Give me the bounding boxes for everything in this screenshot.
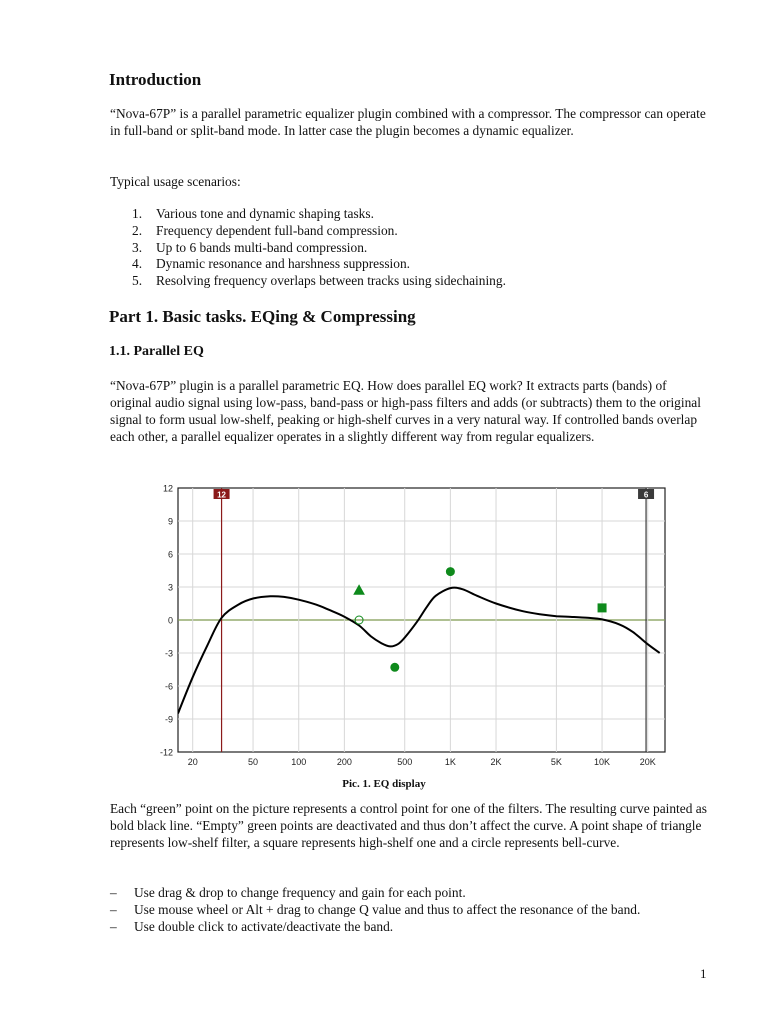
y-tick-label: 12 [162, 483, 173, 494]
y-tick-label: 3 [167, 582, 173, 593]
page-number: 1 [700, 966, 707, 981]
band-marker-label: 6 [643, 490, 649, 500]
x-tick-label: 200 [336, 757, 352, 767]
band-marker-label: 12 [217, 490, 227, 500]
x-tick-label: 5K [550, 757, 562, 767]
intro-paragraph: “Nova-67P” is a parallel parametric equalizer plugin combined with a compressor. The compressor can operate in full-band or split-band mode. In latter case the plugin becomes a dynamic equalizer. [110, 106, 706, 138]
x-tick-label: 1K [444, 757, 456, 767]
x-tick-label: 100 [291, 757, 307, 767]
y-tick-label: 9 [167, 516, 173, 527]
heading-part1: Part 1. Basic tasks. EQing & Compressing [109, 307, 416, 326]
list-item: 1. Various tone and dynamic shaping tasks. [132, 206, 374, 221]
scenarios-label: Typical usage scenarios: [110, 174, 241, 189]
parallel-eq-paragraph: “Nova-67P” plugin is a parallel parametric EQ. How does parallel EQ work? It extracts parts (bands) of original audio signal using low-pass, band-pass or high-pass filters and adds (or subtracts) them to the original signal to form usual low-shelf, peaking or high-shelf curves in a very natural way. If controlled bands overlap each other, a parallel equalizer operates in a slightly different way from regular equalizers. [110, 378, 701, 444]
x-tick-label: 500 [397, 757, 413, 767]
x-tick-label: 20K [639, 757, 656, 767]
figure-caption: Pic. 1. EQ display [342, 778, 426, 790]
tips-list [110, 884, 710, 935]
list-item: – Use mouse wheel or Alt + drag to change Q value and thus to affect the resonance of the band. [110, 902, 641, 917]
y-tick-label: -6 [164, 681, 173, 692]
list-item: 5. Resolving frequency overlaps between tracks using sidechaining. [132, 273, 506, 289]
bell-circle-point [391, 663, 399, 671]
list-item: – Use drag & drop to change frequency and gain for each point. [110, 885, 466, 900]
y-tick-label: -3 [164, 648, 173, 659]
x-tick-label: 2K [490, 757, 502, 767]
heading-introduction: Introduction [109, 70, 202, 89]
y-tick-label: 6 [167, 549, 173, 560]
x-tick-label: 50 [248, 757, 259, 767]
y-tick-label: -9 [164, 714, 173, 725]
bell-circle-point [446, 568, 454, 576]
list-item: 2. Frequency dependent full-band compression. [132, 222, 398, 238]
list-item: 3. Up to 6 bands multi-band compression. [132, 239, 368, 255]
heading-section-1-1: 1.1. Parallel EQ [109, 344, 204, 359]
high-shelf-square-point [598, 604, 606, 612]
explanation-paragraph: Each “green” point on the picture represents a control point for one of the filters. The resulting curve painted as bold black line. “Empty” green points are deactivated and thus don’t affect the curve. A point shape of triangle represents low-shelf filter, a square represents high-shelf one and a circle represents bell-curve. [110, 801, 707, 850]
x-tick-label: 20 [187, 757, 198, 767]
eq-display-chart [150, 480, 680, 770]
list-item: – Use double click to activate/deactivate the band. [110, 919, 394, 934]
y-tick-label: -12 [159, 747, 173, 758]
y-tick-label: 0 [167, 615, 173, 626]
scenarios-list [110, 206, 506, 290]
x-tick-label: 10K [594, 757, 611, 767]
list-item: 4. Dynamic resonance and harshness suppression. [132, 256, 410, 272]
